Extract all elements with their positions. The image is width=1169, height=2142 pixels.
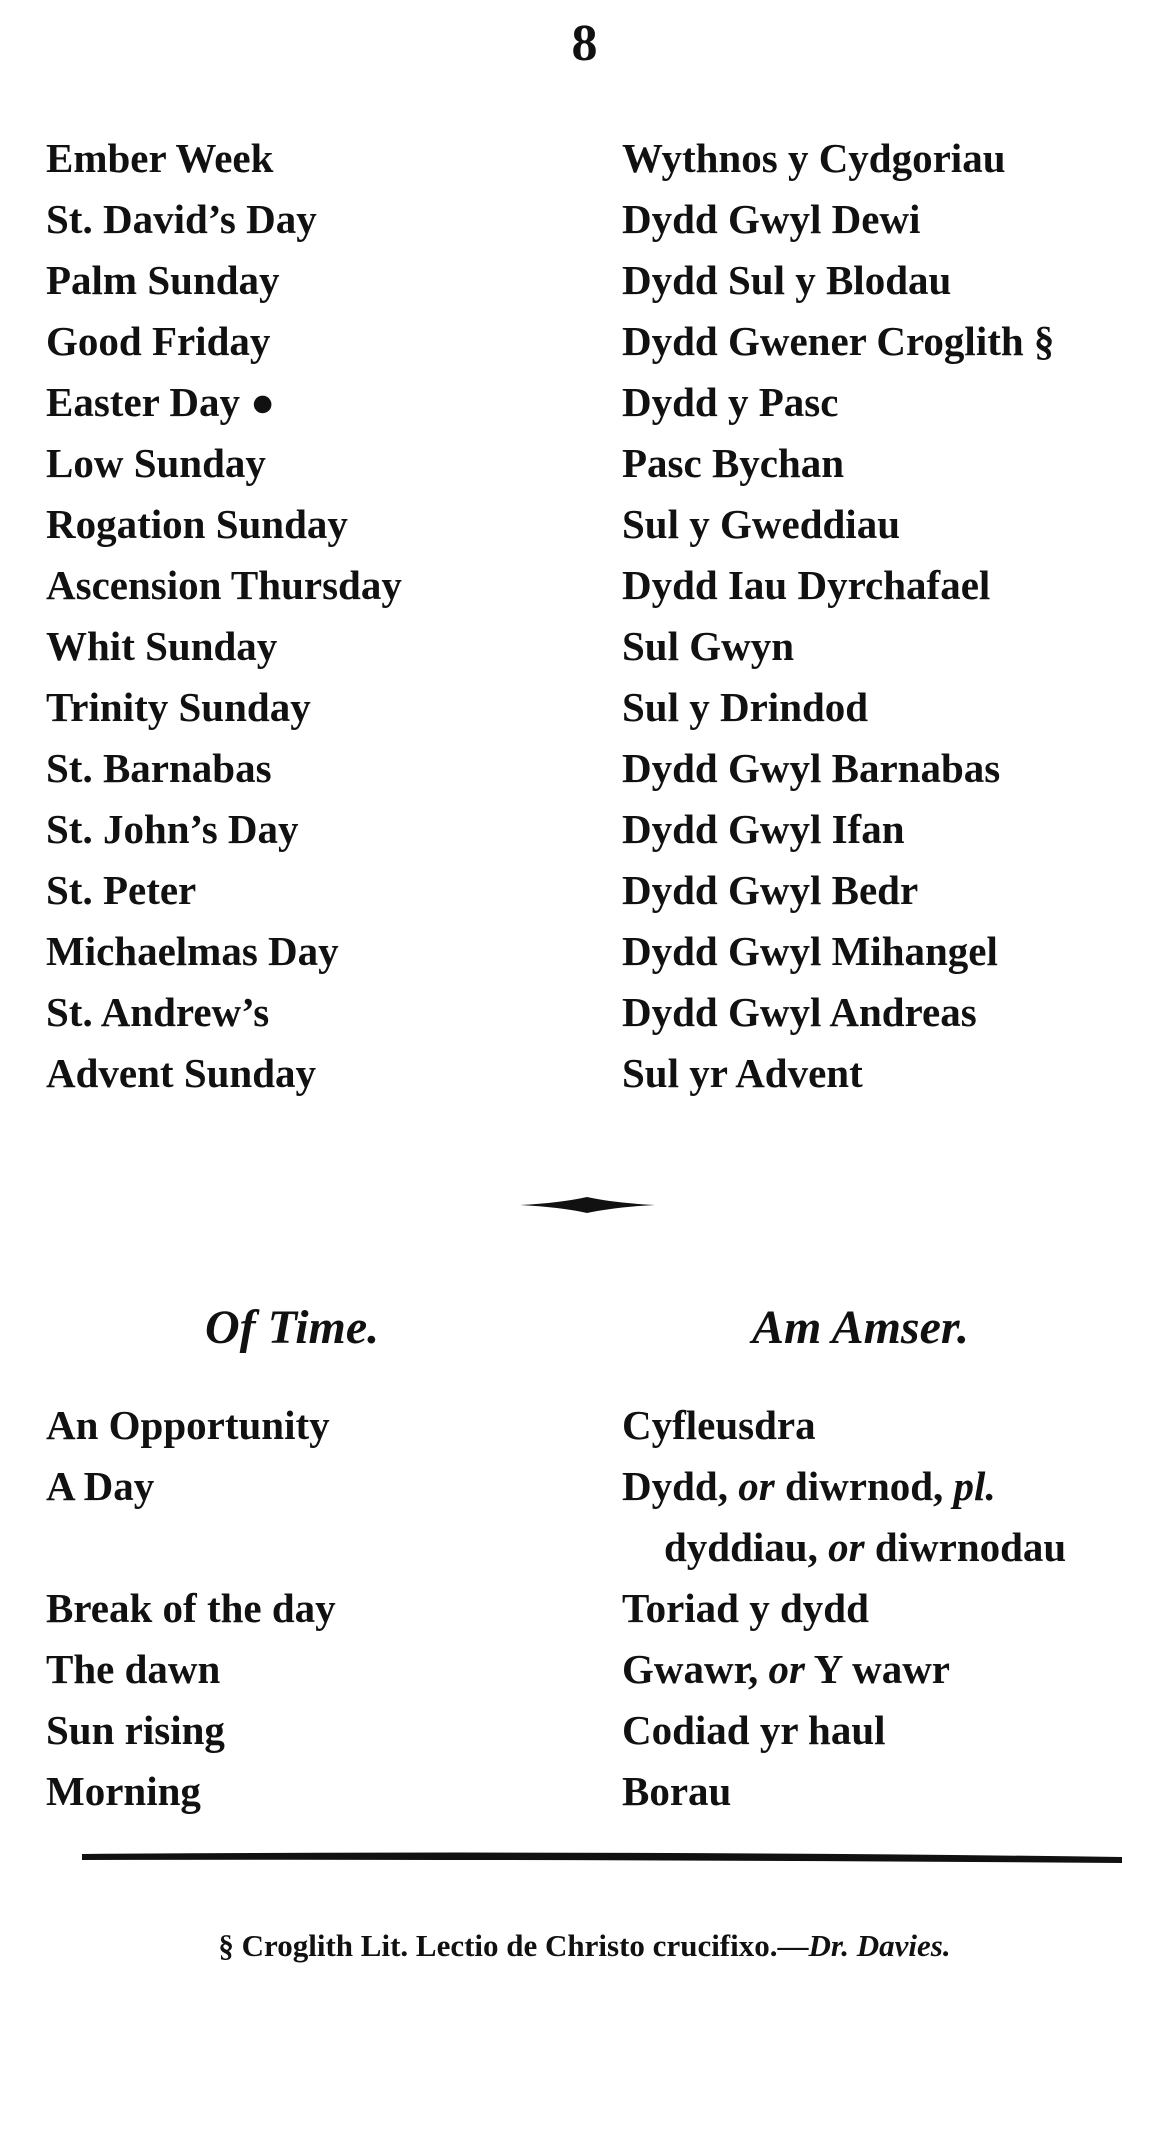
english-term: Advent Sunday: [46, 1050, 317, 1096]
footnote-text: § Croglith Lit. Lectio de Christo crucifixo.—: [218, 1928, 809, 1963]
welsh-term: Dydd Gwyl Barnabas: [622, 745, 1001, 791]
welsh-term: Pasc Bychan: [622, 440, 845, 486]
plural-abbreviation: pl.: [953, 1463, 996, 1509]
english-term: Break of the day: [46, 1585, 336, 1631]
welsh-term: Dydd Iau Dyrchafael: [622, 562, 991, 608]
horizontal-rule: [82, 1850, 1122, 1864]
welsh-term: Sul y Gweddiau: [622, 501, 900, 547]
english-term: Low Sunday: [46, 440, 266, 486]
welsh-text: Dydd,: [622, 1463, 739, 1509]
english-term: Ascension Thursday: [46, 562, 402, 608]
ornament-divider: [520, 1195, 655, 1215]
welsh-term: Sul Gwyn: [622, 623, 795, 669]
glossary-row-continuation: [0, 1517, 1169, 1578]
glossary-row: [0, 921, 1169, 982]
english-term: Michaelmas Day: [46, 928, 339, 974]
english-term: An Opportunity: [46, 1402, 330, 1448]
welsh-term: Cyfleusdra: [622, 1402, 816, 1448]
english-term: Sun rising: [46, 1707, 225, 1753]
english-term: A Day: [46, 1463, 155, 1509]
heading-english: Of Time.: [205, 1301, 380, 1354]
english-term: Palm Sunday: [46, 257, 280, 303]
glossary-row: [0, 982, 1169, 1043]
welsh-term: Borau: [622, 1768, 732, 1814]
glossary-row: [0, 1456, 1169, 1517]
english-term: St. Barnabas: [46, 745, 272, 791]
glossary-row: [0, 1043, 1169, 1104]
glossary-row: [0, 128, 1169, 189]
welsh-text: diwrnod,: [774, 1463, 954, 1509]
welsh-text: Gwawr,: [622, 1646, 769, 1692]
glossary-row: [0, 311, 1169, 372]
glossary-row: [0, 1395, 1169, 1456]
feast-day-glossary: [0, 128, 1169, 1104]
welsh-term: [622, 1639, 950, 1700]
time-section-headings: [0, 1300, 1169, 1370]
english-term: Easter Day ●: [46, 379, 275, 425]
conjunction-or: or: [828, 1524, 865, 1570]
english-term: St. John’s Day: [46, 806, 299, 852]
glossary-row: [0, 250, 1169, 311]
english-term: Ember Week: [46, 135, 274, 181]
time-glossary: [0, 1395, 1169, 1822]
english-term: Trinity Sunday: [46, 684, 311, 730]
welsh-term: Dydd Gwyl Mihangel: [622, 928, 998, 974]
heading-welsh: Am Amser.: [752, 1301, 969, 1354]
welsh-text: Y wawr: [805, 1646, 950, 1692]
welsh-term: Dydd Gwyl Ifan: [622, 806, 905, 852]
glossary-row: [0, 494, 1169, 555]
english-term: St. Andrew’s: [46, 989, 270, 1035]
english-term: St. Peter: [46, 867, 197, 913]
welsh-term: Dydd Gwener Croglith §: [622, 318, 1055, 364]
welsh-term: Sul y Drindod: [622, 684, 869, 730]
english-term: Whit Sunday: [46, 623, 278, 669]
welsh-term: [622, 1456, 996, 1517]
welsh-term: Dydd y Pasc: [622, 379, 839, 425]
english-term: St. David’s Day: [46, 196, 317, 242]
glossary-row: [0, 1578, 1169, 1639]
welsh-term-continued: [664, 1517, 1066, 1578]
welsh-term: Sul yr Advent: [622, 1050, 863, 1096]
glossary-row: [0, 189, 1169, 250]
welsh-term: Dydd Gwyl Andreas: [622, 989, 977, 1035]
conjunction-or: or: [768, 1646, 806, 1692]
welsh-term: Dydd Sul y Blodau: [622, 257, 952, 303]
glossary-row: [0, 1639, 1169, 1700]
footnote: [0, 1928, 1169, 1964]
glossary-row: [0, 1700, 1169, 1761]
glossary-row: [0, 433, 1169, 494]
welsh-term: Dydd Gwyl Dewi: [622, 196, 921, 242]
glossary-row: [0, 738, 1169, 799]
english-term: Rogation Sunday: [46, 501, 348, 547]
glossary-row: [0, 555, 1169, 616]
page-number: 8: [571, 15, 598, 72]
welsh-term: Codiad yr haul: [622, 1707, 886, 1753]
glossary-row: [0, 372, 1169, 433]
glossary-row: [0, 677, 1169, 738]
conjunction-or: or: [738, 1463, 775, 1509]
welsh-term: Wythnos y Cydgoriau: [622, 135, 1006, 181]
footnote-author: Dr. Davies.: [808, 1928, 951, 1963]
glossary-row: [0, 860, 1169, 921]
glossary-row: [0, 1761, 1169, 1822]
welsh-term: Dydd Gwyl Bedr: [622, 867, 919, 913]
glossary-row: [0, 799, 1169, 860]
english-term: Morning: [46, 1768, 201, 1814]
glossary-row: [0, 616, 1169, 677]
welsh-text: dyddiau,: [664, 1524, 829, 1570]
english-term: Good Friday: [46, 318, 271, 364]
welsh-term: Toriad y dydd: [622, 1585, 869, 1631]
english-term: The dawn: [46, 1646, 221, 1692]
welsh-text: diwrnodau: [864, 1524, 1067, 1570]
